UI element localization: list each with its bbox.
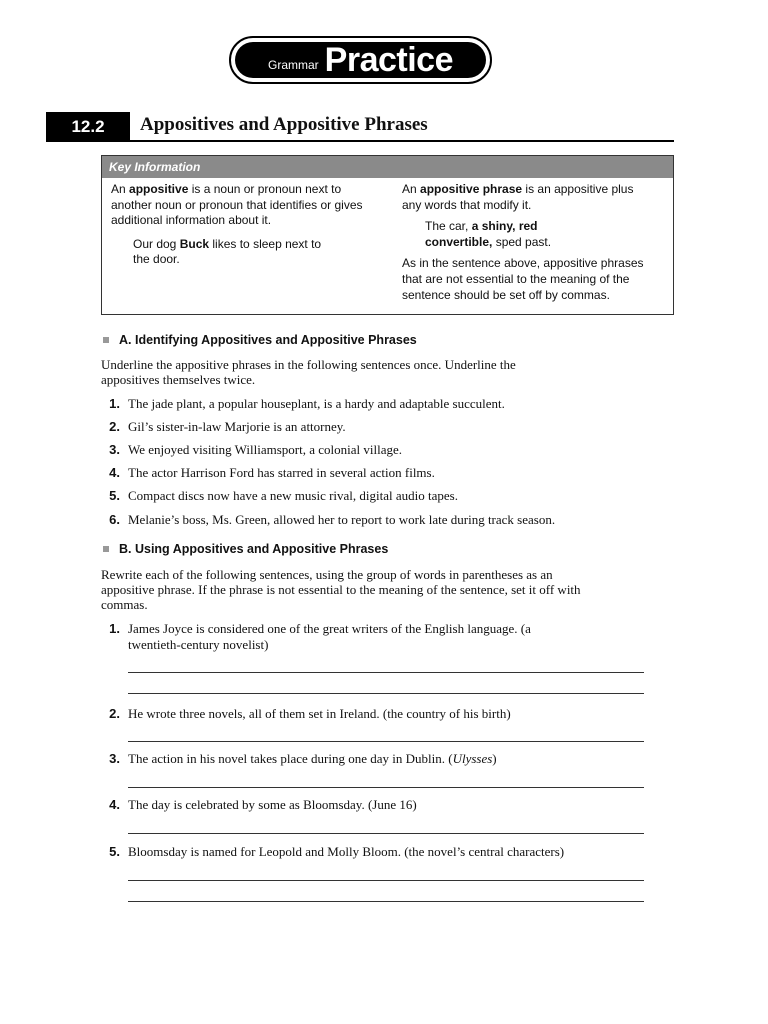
item-text: Compact discs now have a new music rival, digital audio tapes.: [128, 488, 458, 503]
item-text: We enjoyed visiting Williamsport, a colonial village.: [128, 442, 403, 457]
ex-term: Buck: [179, 236, 210, 251]
answer-line[interactable]: [128, 672, 644, 673]
ex-post: likes to sleep next to the door.: [133, 236, 322, 267]
lesson-title: Appositives and Appositive Phrases: [140, 114, 428, 135]
item-number: 1.: [109, 396, 120, 411]
key-information-box: [101, 155, 674, 315]
answer-line[interactable]: [128, 880, 644, 881]
exercise-b-item: [101, 751, 661, 767]
exercise-a-item: [101, 488, 661, 504]
appositive-definition: [111, 182, 371, 229]
item-text: He wrote three novels, all of them set in Ireland. (the country of his birth): [128, 706, 511, 721]
section-b-heading: [101, 542, 388, 556]
appositive-example: [133, 237, 333, 268]
key-info-left-column: [111, 182, 371, 268]
item-number: 1.: [109, 621, 120, 636]
item-text: The day is celebrated by some as Bloomsday. (June 16): [128, 797, 417, 812]
banner-small-label: Grammar: [268, 58, 319, 72]
item-text: James Joyce is considered one of the great writers of the English language. (a twentieth-century novelist): [128, 621, 531, 652]
item-text: The jade plant, a popular houseplant, is a hardy and adaptable succulent.: [128, 396, 505, 411]
comma-note: As in the sentence above, appositive phrases that are not essential to the meaning of the sentence should be set off by commas.: [402, 256, 644, 302]
section-b-instructions: Rewrite each of the following sentences, using the group of words in parentheses as an appositive phrase. If the phrase is not essential to the meaning of the sentence, set it off with commas.: [101, 567, 581, 612]
ex-term: a shiny, red convertible,: [425, 219, 538, 249]
def-pre: An: [402, 182, 421, 196]
item-text-title: Ulysses: [452, 751, 493, 766]
item-number: 2.: [109, 419, 120, 434]
exercise-b-item: [101, 621, 571, 653]
item-text: Gil’s sister-in-law Marjorie is an attorney.: [128, 419, 346, 434]
item-number: 5.: [109, 844, 120, 859]
exercise-b-item: [101, 706, 661, 722]
title-rule: [130, 140, 674, 142]
answer-line[interactable]: [128, 787, 644, 788]
answer-line[interactable]: [128, 741, 644, 742]
exercise-b-item: [101, 844, 661, 860]
appositive-phrase-definition: [402, 182, 652, 213]
square-bullet-icon: [103, 546, 109, 552]
item-text-post: ): [492, 751, 497, 766]
ex-pre: Our dog: [133, 236, 180, 251]
grammar-practice-banner: [229, 36, 492, 84]
item-number: 4.: [109, 465, 120, 480]
section-a-instructions: Underline the appositive phrases in the following sentences once. Underline the appositives themselves twice.: [101, 357, 516, 387]
item-number: 5.: [109, 488, 120, 503]
answer-line[interactable]: [128, 693, 644, 694]
item-text-pre: The action in his novel takes place during one day in Dublin. (: [128, 751, 453, 766]
def-post: is an appositive plus any words that modify it.: [402, 182, 634, 212]
item-text: The actor Harrison Ford has starred in several action films.: [128, 465, 435, 480]
exercise-a-item: [101, 442, 661, 458]
item-number: 3.: [109, 751, 120, 766]
item-text: Melanie’s boss, Ms. Green, allowed her to report to work late during track season.: [128, 512, 556, 527]
answer-line[interactable]: [128, 833, 644, 834]
item-text: [128, 751, 661, 767]
banner-title: Practice: [324, 40, 453, 79]
item-number: 3.: [109, 442, 120, 457]
appositive-phrase-example: [425, 219, 575, 250]
def-term: appositive: [129, 182, 189, 196]
ex-post: sped past.: [492, 234, 552, 249]
def-post: is a noun or pronoun next to another noun or pronoun that identifies or gives additional information about it.: [111, 182, 363, 228]
exercise-a-item: [101, 512, 661, 528]
answer-line[interactable]: [128, 901, 644, 902]
key-info-right-column: [402, 182, 672, 303]
exercise-b-item: [101, 797, 661, 813]
exercise-a-item: [101, 465, 661, 481]
section-b-title: B. Using Appositives and Appositive Phrases: [119, 542, 389, 556]
square-bullet-icon: [103, 337, 109, 343]
exercise-a-item: [101, 419, 661, 435]
ex-pre: The car,: [425, 219, 472, 234]
banner-inner: [235, 42, 486, 78]
item-number: 4.: [109, 797, 120, 812]
lesson-number: 12.2: [46, 112, 130, 142]
def-term: appositive phrase: [420, 182, 523, 196]
key-information-heading: Key Information: [102, 156, 673, 178]
item-number: 6.: [109, 512, 120, 527]
def-pre: An: [111, 182, 130, 196]
exercise-a-item: [101, 396, 661, 412]
item-number: 2.: [109, 706, 120, 721]
section-a-title: A. Identifying Appositives and Appositive Phrases: [119, 333, 417, 347]
item-text: Bloomsday is named for Leopold and Molly Bloom. (the novel’s central characters): [128, 844, 565, 859]
section-a-heading: [101, 333, 417, 347]
